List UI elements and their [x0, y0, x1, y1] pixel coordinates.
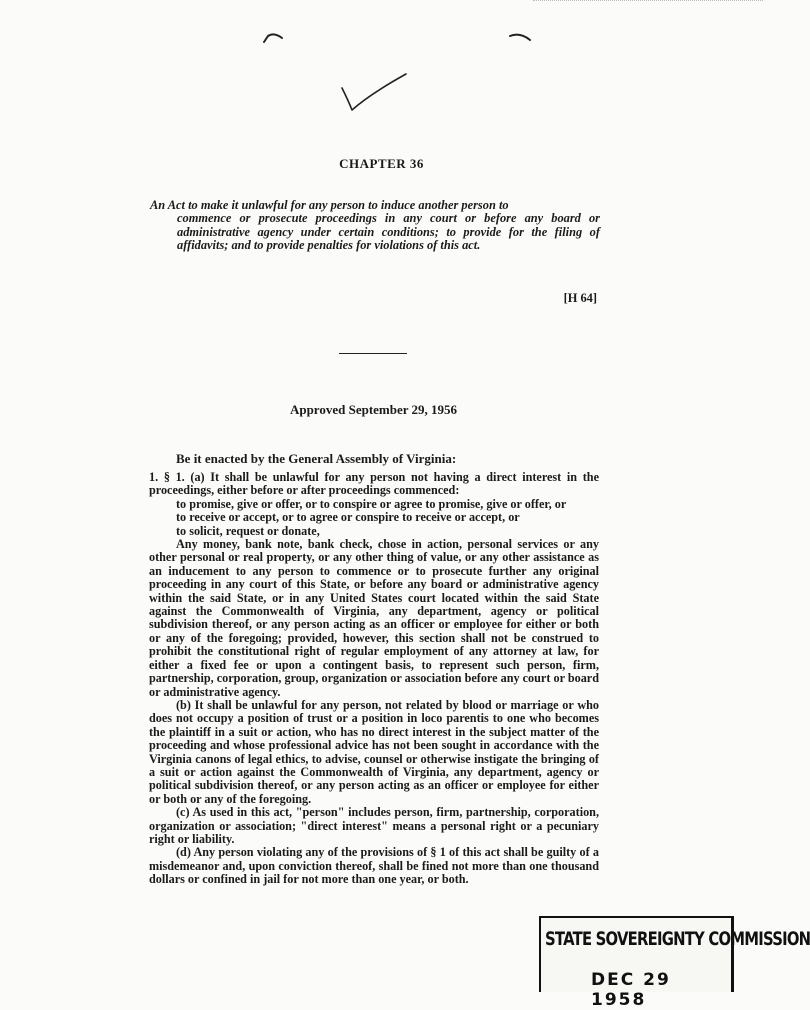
section-1c: (c) As used in this act, "person" includes person, firm, partnership, corporation, organization or association; "direct interest" means a personal right or a pecuniary right or liability.	[149, 805, 599, 846]
corner-mark-left	[264, 34, 282, 42]
act-body	[149, 471, 599, 887]
approval-date: Approved September 29, 1956	[289, 402, 458, 417]
section-1a: 1. § 1. (a) It shall be unlawful for any person not having a direct interest in the proceedings, either before or after proceedings commenced:	[149, 470, 599, 498]
act-title	[150, 199, 600, 253]
section-1d: (d) Any person violating any of the provisions of § 1 of this act shall be guilty of a misdemeanor and, upon conviction thereof, shall be fined not more than one thousand dollars or confined in jail for not more than one year, or both.	[149, 845, 599, 887]
enacting-clause: Be it enacted by the General Assembly of Virginia:	[176, 451, 457, 466]
clause-promise: to promise, give or offer, or to conspire or agree to promise, give or offer, or	[176, 496, 567, 511]
bill-number: [H 64]	[563, 291, 597, 305]
clause-solicit: to solicit, request or donate,	[176, 523, 320, 538]
received-stamp	[539, 916, 810, 1010]
act-title-rest: commence or prosecute proceedings in any court or before any board or administrative agency under certain conditions; to provide for the filing of affidavits; and to provide penalties for violations of this act.	[177, 211, 600, 253]
checkmark-icon	[342, 74, 406, 110]
paragraph-inducement: Any money, bank note, bank check, chose in action, personal services or any other personal or real property, or any other thing of value, or any other assistance as an inducement to any person to commence or to prosecute further any original proceeding in any court of this State, or before any board or administrative agency within the said State, or in any United States court located within the said State against the Commonwealth of Virginia, any department, agency or political subdivision thereof, or any person acting as an officer or employee for either or both or any of the foregoing; provided, however, this section shall not be construed to prohibit the constitutional right of regular employment of any attorney at law, for either a fixed fee or upon a contingent basis, to represent such person, firm, partnership, corporation, group, organization or association before any court or board or administrative agency.	[149, 537, 599, 699]
handwritten-marks	[258, 26, 538, 121]
section-1b: (b) It shall be unlawful for any person, not related by blood or marriage or who does not occupy a position of trust or a position in loco parentis to one who becomes the plaintiff in a suit or action, who has no direct interest in the subject matter of the proceeding and whose professional advice has not been sought in accordance with the Virginia canons of legal ethics, to advise, counsel or otherwise instigate the bringing of a suit or action against the Commonwealth of Virginia, any department, agency or political subdivision thereof, or any person acting as an officer or employee for either or both or any of the foregoing.	[149, 697, 599, 806]
stamp-commission-name: STATE SOVEREIGNTY COMMISSION	[545, 928, 810, 950]
corner-mark-right	[510, 35, 530, 40]
clause-receive: to receive or accept, or to agree or conspire to receive or accept, or	[176, 510, 520, 525]
stamp-date: DEC 29 1958	[591, 970, 671, 1010]
chapter-heading: CHAPTER 36	[339, 156, 424, 171]
act-title-line1: An Act to make it unlawful for any person to induce another person to	[150, 198, 509, 212]
top-edge-dots	[533, 0, 763, 3]
divider-rule	[339, 353, 407, 354]
